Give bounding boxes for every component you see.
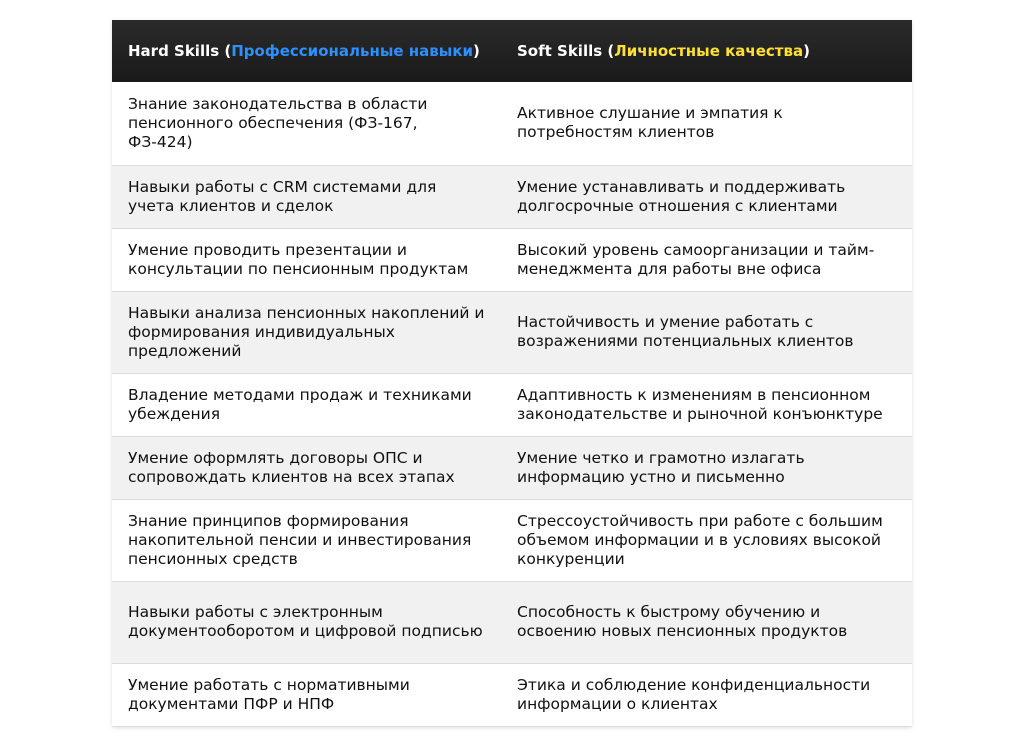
hard-skill-cell: Умение проводить презентации и консультации по пенсионным продуктам	[112, 228, 501, 291]
hard-skill-cell: Навыки анализа пенсионных накоплений и формирования индивидуальных предложений	[112, 291, 501, 373]
table-row	[112, 373, 912, 436]
hard-skill-cell: Навыки работы с электронным документооборотом и цифровой подписью	[112, 581, 501, 663]
soft-skill-cell: Умение четко и грамотно излагать информацию устно и письменно	[501, 436, 912, 499]
soft-skills-subtitle: Личностные качества	[614, 41, 804, 60]
hard-skill-cell: Знание законодательства в области пенсионного обеспечения (ФЗ-167, ФЗ-424)	[112, 82, 501, 165]
skills-table-container	[112, 20, 912, 727]
hard-skills-title: Hard Skills	[128, 41, 220, 60]
table-row	[112, 436, 912, 499]
hard-skill-cell: Навыки работы с CRM системами для учета клиентов и сделок	[112, 165, 501, 228]
table-row	[112, 291, 912, 373]
soft-skills-title: Soft Skills	[517, 41, 603, 60]
table-row	[112, 165, 912, 228]
table-row	[112, 82, 912, 165]
table-row	[112, 663, 912, 726]
soft-skill-cell: Высокий уровень самоорганизации и тайм-менеджмента для работы вне офиса	[501, 228, 912, 291]
soft-skill-cell: Умение устанавливать и поддерживать долгосрочные отношения с клиентами	[501, 165, 912, 228]
hard-skill-cell: Владение методами продаж и техниками убеждения	[112, 373, 501, 436]
soft-skill-cell: Стрессоустойчивость при работе с большим объемом информации и в условиях высокой конкуренции	[501, 499, 912, 581]
hard-skills-subtitle: Профессиональные навыки	[231, 41, 474, 60]
soft-skill-cell: Этика и соблюдение конфиденциальности информации о клиентах	[501, 663, 912, 726]
skills-table	[112, 20, 912, 727]
header-row	[112, 20, 912, 82]
soft-skill-cell: Активное слушание и эмпатия к потребностям клиентов	[501, 82, 912, 165]
hard-skill-cell: Умение работать с нормативными документами ПФР и НПФ	[112, 663, 501, 726]
table-row	[112, 581, 912, 663]
hard-skill-cell: Умение оформлять договоры ОПС и сопровождать клиентов на всех этапах	[112, 436, 501, 499]
soft-skill-cell: Способность к быстрому обучению и освоению новых пенсионных продуктов	[501, 581, 912, 663]
soft-skills-header: Soft Skills (Личностные качества)	[501, 20, 912, 82]
soft-skill-cell: Настойчивость и умение работать с возражениями потенциальных клиентов	[501, 291, 912, 373]
table-row	[112, 499, 912, 581]
table-body	[112, 82, 912, 726]
hard-skill-cell: Знание принципов формирования накопительной пенсии и инвестирования пенсионных средств	[112, 499, 501, 581]
soft-skill-cell: Адаптивность к изменениям в пенсионном законодательстве и рыночной конъюнктуре	[501, 373, 912, 436]
hard-skills-header: Hard Skills (Профессиональные навыки)	[112, 20, 501, 82]
table-header	[112, 20, 912, 82]
table-row	[112, 228, 912, 291]
